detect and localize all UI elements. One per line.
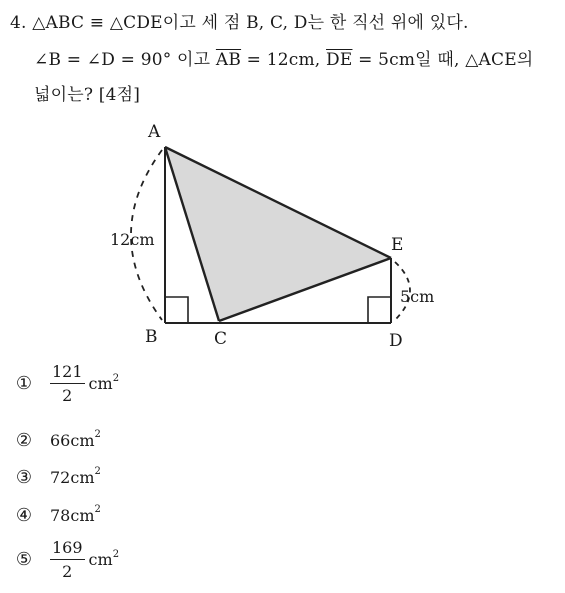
choice-2-value: 66 — [50, 430, 71, 450]
vertex-label-b: B — [145, 327, 158, 347]
question-text-2c: = 5cm일 때, △ACE의 — [352, 50, 534, 70]
choice-5-mark: ⑤ — [15, 549, 33, 570]
choice-3-value: 72 — [50, 467, 71, 487]
choice-1-unit: $cm^2$ — [88, 372, 120, 393]
question-text-2b: = 12cm, — [241, 50, 327, 70]
choice-5-unit: $cm^2$ — [88, 548, 120, 569]
length-label-ab: 12cm — [110, 230, 155, 249]
vertex-label-a: A — [148, 122, 161, 142]
choice-2-unit: $cm^2$ — [70, 429, 101, 450]
vertex-label-c: C — [214, 329, 228, 349]
choice-5-denominator: 2 — [62, 562, 73, 581]
vertex-label-e: E — [391, 235, 404, 255]
choice-2-mark: ② — [15, 429, 33, 451]
vertex-label-d: D — [389, 331, 403, 351]
question-number: 4. — [10, 13, 27, 33]
choice-1-denominator: 2 — [62, 386, 73, 405]
choice-5-numerator: 169 — [52, 538, 83, 557]
choice-4-value: 78 — [50, 505, 71, 525]
right-angle-b — [165, 297, 188, 323]
length-label-de: 5cm — [400, 287, 435, 306]
segment-de: $\overline{DE}$ — [326, 50, 353, 70]
question-text-1: △ABC ≡ △CDE이고 세 점 B, C, D는 한 직선 위에 있다. — [32, 13, 469, 33]
choice-1-numerator: 121 — [52, 362, 83, 381]
right-angle-d — [368, 297, 391, 323]
question-text-3: 넓이는? [4점] — [34, 85, 141, 105]
choice-1-mark: ① — [15, 373, 33, 394]
triangle-ace-shading — [165, 147, 391, 321]
question-text-2a: ∠B = ∠D = 90° 이고 — [34, 50, 216, 70]
choice-4[interactable] — [12, 503, 101, 527]
choice-4-unit: $cm^2$ — [70, 504, 101, 525]
choice-3[interactable] — [12, 465, 101, 489]
choice-5-fraction — [50, 538, 85, 581]
choice-1[interactable] — [12, 362, 119, 405]
choice-2[interactable] — [12, 428, 101, 452]
segment-ab: $\overline{AB}$ — [215, 50, 242, 70]
choice-3-mark: ③ — [15, 466, 33, 488]
choice-3-unit: $cm^2$ — [70, 466, 101, 487]
choice-5[interactable] — [12, 538, 119, 581]
choice-1-fraction — [50, 362, 85, 405]
choice-4-mark: ④ — [15, 504, 33, 526]
